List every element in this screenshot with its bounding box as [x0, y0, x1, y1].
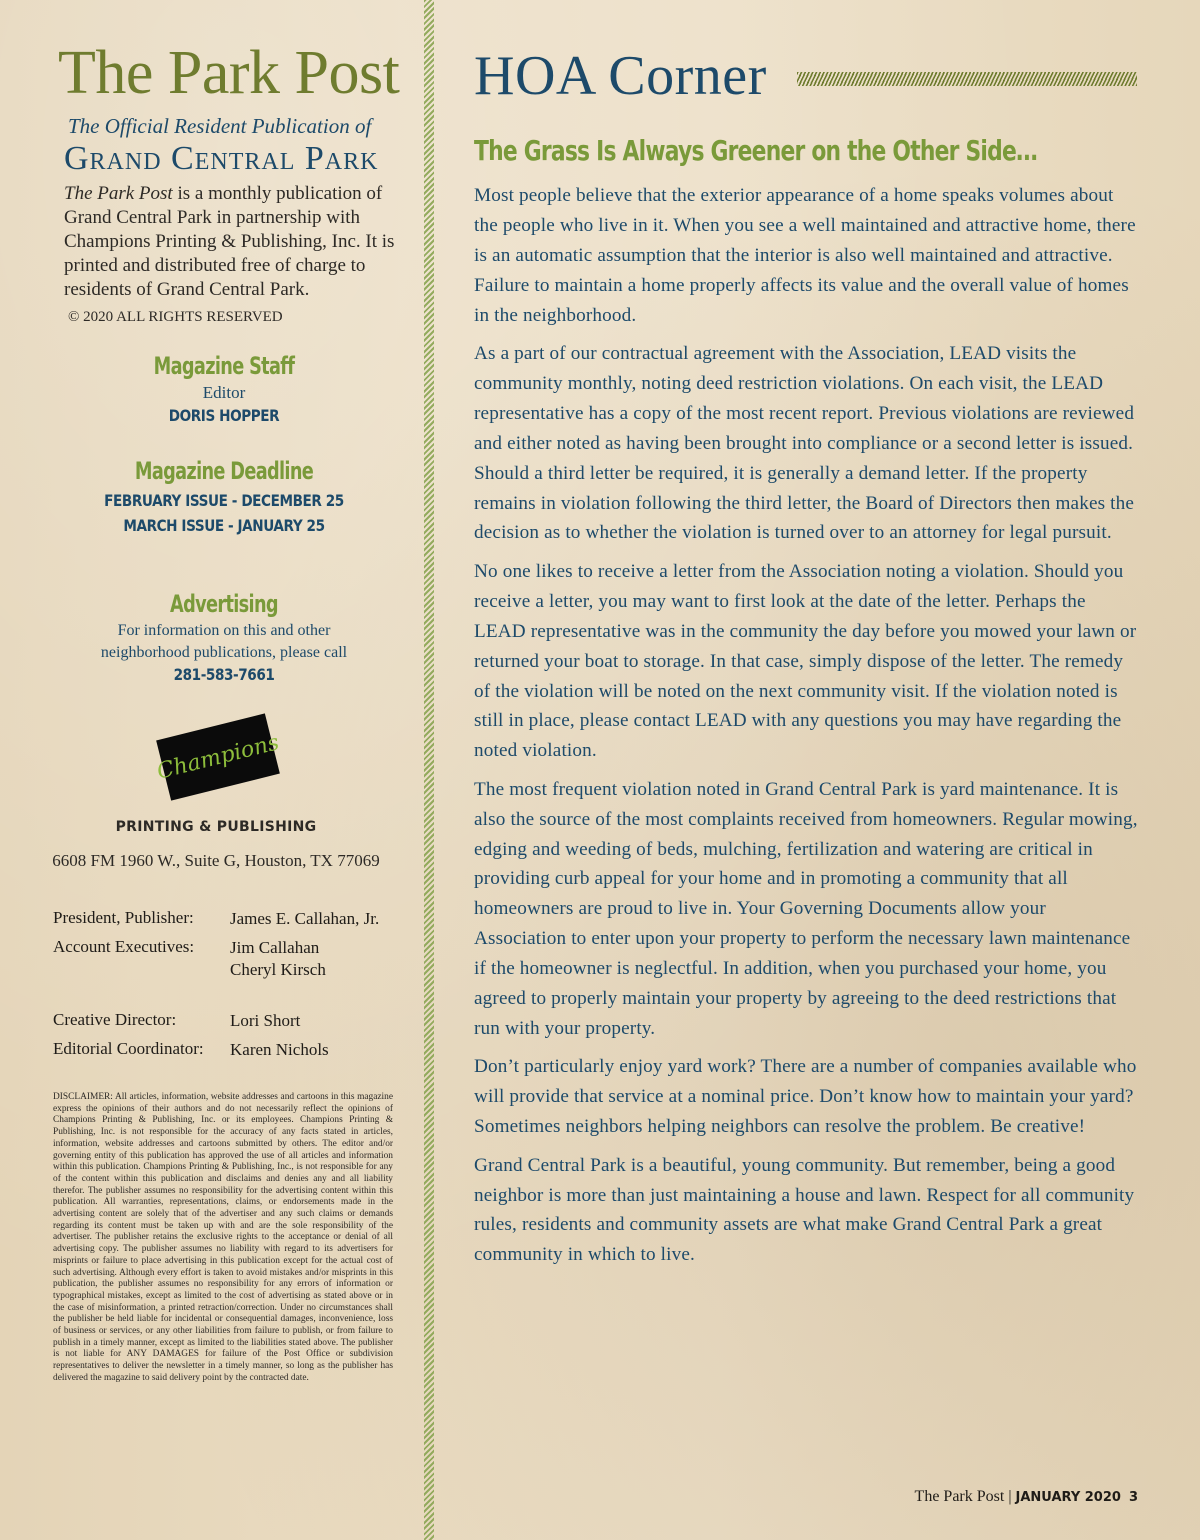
credit-name: Lori Short [230, 1011, 301, 1030]
page-footer [474, 1488, 1138, 1506]
advertising-section [50, 590, 398, 684]
section-title: HOA Corner [474, 45, 767, 107]
deadline-section [50, 457, 398, 535]
article-paragraph: No one likes to receive a letter from the Association noting a violation. Should you receive a letter, you may want to first look at the date of the letter. Perhaps the LEAD representative was in the community the day before you mowed your lawn or returned your boat to storage. In that case, simply dispose of the letter. The remedy of the violation will be noted on the next community visit. If the violation noted is still in place, please contact LEAD with any questions you may have regarding the noted violation. [474, 560, 1137, 762]
copyright: © 2020 ALL RIGHTS RESERVED [68, 309, 283, 325]
community-name: Grand Central Park [64, 140, 379, 177]
intro-publication-name: The Park Post [64, 183, 173, 204]
intro-text [64, 182, 409, 302]
deadline-heading: Magazine Deadline [134, 457, 314, 485]
publisher-address: 6608 FM 1960 W., Suite G, Houston, TX 77069 [52, 851, 380, 870]
article [474, 0, 1144, 1540]
credit-name: James E. Callahan, Jr. [230, 909, 380, 928]
staff-name: DORIS HOPPER [168, 406, 280, 425]
article-body [474, 181, 1140, 1279]
title-rule [797, 72, 1137, 86]
staff-heading: Magazine Staff [153, 352, 295, 380]
page-number: 3 [1128, 1490, 1138, 1505]
credit-name: Karen Nichols [230, 1040, 329, 1059]
article-paragraph: Grand Central Park is a beautiful, young community. But remember, being a good neighbor is more than just maintaining a house and lawn. Respect for all community rules, residents and community assets are what make Grand Central Park a great community in which to live. [474, 1154, 1135, 1266]
credit-name: Cheryl Kirsch [230, 960, 326, 979]
advertising-heading: Advertising [170, 590, 278, 618]
logo-wordmark: Champions [154, 729, 282, 785]
credit-role: Creative Director: [53, 1010, 177, 1029]
sidebar [50, 0, 420, 1540]
footer-issue: JANUARY 2020 [1015, 1490, 1121, 1505]
footer-separator: | [1004, 1488, 1016, 1505]
staff-section [50, 352, 398, 425]
masthead-tagline: The Official Resident Publication of [68, 114, 372, 138]
deadline-line: MARCH ISSUE - JANUARY 25 [123, 516, 325, 535]
article-paragraph: Don’t particularly enjoy yard work? There are a number of companies available who will provide that service at a nominal price. Don’t know how to maintain your yard? Sometimes neighbors helping neighbors can resolve the problem. Be creative! [474, 1056, 1137, 1138]
disclaimer: DISCLAIMER: All articles, information, website addresses and cartoons in this magazine express the opinions of their authors and do not necessarily reflect the opinions of Champions Printing & Publishing, Inc. or its employees. Champions Printing & Publishing, Inc. is not responsible for the accuracy of any facts stated in articles, information, website addresses and cartoons submitted by others. The editor and/or governing entity of this publication has approved the use of all articles and information within this publication. Champions Printing & Publishing, Inc., is not responsible for any of the content within this publication and disclaims and denies any and all liability therefor. The publisher assumes no responsibility for the advertising content within this publication. All warranties, representations, claims, or endorsements made in the advertising content are solely that of the advertiser and any such claims or demands regarding its content must be taken up with and are the sole responsibility of the advertiser. The publisher retains the exclusive rights to the acceptance or denial of all advertising copy. The publisher assumes no liability with regard to its advertisers for misprints or failure to place advertising in this publication except for the actual cost of such advertising. Although every effort is taken to avoid mistakes and/or misprints in this publication, the publisher assumes no responsibility for any errors of information or typographical mistakes, except as limited to the cost of advertising as stated above or in the case of misinformation, a printed retraction/correction. Under no circumstances shall the publisher be held liable for incidental or consequential damages, inconvenience, loss of business or services, or any other liabilities from failure to publish, or from failure to publish in a timely manner, except as limited to the liabilities stated above. The publisher is not liable for ANY DAMAGES for failure of the Post Office or subdivision representatives to deliver the newsletter in a timely manner, so long as the publisher has delivered the magazine to said delivery point by the contracted date. [53, 1092, 393, 1383]
advertising-body: For information on this and other neighborhood publications, please call [100, 622, 348, 661]
column-divider [424, 0, 434, 1540]
credit-role: President, Publisher: [53, 908, 194, 927]
article-paragraph: The most frequent violation noted in Grand Central Park is yard maintenance. It is also the source of the most complaints received from homeowners. Regular mowing, edging and weeding of beds, mulching, fertilization and watering are critical in providing curb appeal for your home and in promoting a community that all homeowners are proud to live in. Your Governing Documents allow your Association to enter upon your property to perform the necessary lawn maintenance if the homeowner is neglectful. In addition, when you purchased your home, you agreed to properly maintain your property by agreeing to the deed restrictions that run with your property. [474, 778, 1138, 1039]
article-paragraph: As a part of our contractual agreement with the Association, LEAD visits the community monthly, noting deed restriction violations. On each visit, the LEAD representative has a copy of the most recent report. Previous violations are reviewed and either noted as having been brought into compliance or a second letter is issued. Should a third letter be required, it is generally a demand letter. If the property remains in violation following the third letter, the Board of Directors then makes the decision as to whether the violation is turned over to an attorney for legal pursuit. [474, 343, 1135, 544]
deadline-line: FEBRUARY ISSUE - DECEMBER 25 [104, 491, 344, 510]
intro-body: is a monthly publication of Grand Central Park in partnership with Champions Printing & Publishing, Inc. It is printed and distributed free of charge to residents of Grand Central Park. [64, 183, 395, 300]
footer-publication: The Park Post [914, 1488, 1005, 1505]
champions-logo [154, 718, 284, 798]
credit-name: Jim Callahan [230, 938, 320, 957]
credit-role: Editorial Coordinator: [53, 1039, 204, 1058]
article-headline: The Grass Is Always Greener on the Other Side… [474, 134, 1038, 167]
logo-badge [156, 713, 280, 800]
credit-role: Account Executives: [53, 937, 195, 956]
staff-role: Editor [202, 383, 246, 402]
advertising-phone: 281-583-7661 [173, 665, 275, 684]
publisher-label: PRINTING & PUBLISHING [115, 819, 317, 835]
masthead-title: The Park Post [58, 39, 400, 107]
article-paragraph: Most people believe that the exterior appearance of a home speaks volumes about the people who live in it. When you see a well maintained and attractive home, there is an automatic assumption that the interior is also well maintained and attractive. Failure to maintain a home properly affects its value and the overall value of homes in the neighborhood. [474, 185, 1136, 326]
